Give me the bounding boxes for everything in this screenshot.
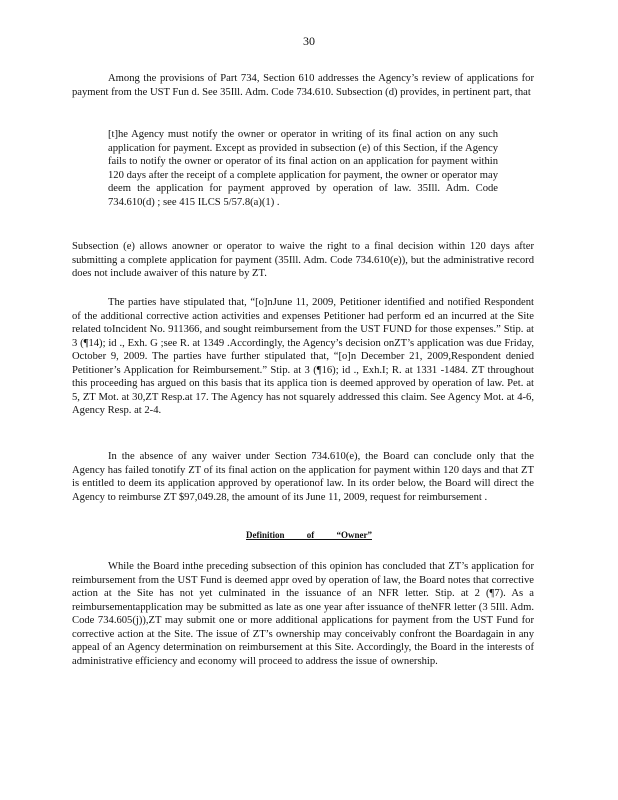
page-number: 30: [303, 34, 315, 48]
block-quote-subsection-d: [t]he Agency must notify the owner or operator in writing of its final action on any such application for payment. Except as provided in subsection (e) of this Section, if the Agency fails to notify the owner or operator of its final action on an application for payment within 120 days after the receipt of a complete application for payment, the owner or operator may deem the application for payment approved by operation of law. 35Ill. Adm. Code 734.610(d) ; see 415 ILCS 5/57.8(a)(1) .: [108, 129, 498, 208]
section-heading-definition-owner: [0, 530, 618, 540]
paragraph-ownership-issue: [72, 560, 534, 668]
paragraph-text: Subsection (e) allows anowner or operator to waive the right to a final decision within 120 days after submitting a complete application for payment (35Ill. Adm. Code 734.610(e)), but the administrative record does not include awaiver of this nature by ZT.: [72, 241, 534, 279]
paragraph-subsection-e: [72, 240, 534, 281]
paragraph-part-734-section-610: [72, 72, 534, 99]
section-heading-text: Definition of “Owner”: [246, 530, 372, 540]
paragraph-text: While the Board inthe preceding subsection of this opinion has concluded that ZT’s application for reimbursement from the UST Fund is deemed appr oved by operation of law, the Board notes that corrective action at the Site has not yet culminated in the issuance of an NFR letter. Stip. at 2 (¶7). As a reimbursementapplication may be submitted as late as one year after issuance of theNFR letter (3 5Ill. Adm. Code 734.605(j)),ZT may submit one or more additional applications for payment from the UST Fund for corrective action at the Site. The issue of ZT’s ownership may conceivably confront the Boardagain in any appeal of an Agency determination on reimbursement at this Site. Accordingly, the Board in the interests of administrative efficiency and economy will proceed to address the issue of ownership.: [72, 561, 534, 667]
paragraph-text: In the absence of any waiver under Section 734.610(e), the Board can conclude only that the Agency has failed tonotify ZT of its final action on the application for payment within 120 days and that ZT is entitled to deem its application approved by operationof law. In its order below, the Board will direct the Agency to reimburse ZT $97,049.28, the amount of its June 11, 2009, request for reimbursement .: [72, 451, 534, 503]
paragraph-text: Among the provisions of Part 734, Section 610 addresses the Agency’s review of applications for payment from the UST Fun d. See 35Ill. Adm. Code 734.610. Subsection (d) provides, in pertinent part, that: [72, 73, 534, 98]
paragraph-board-conclusion: [72, 450, 534, 504]
paragraph-text: The parties have stipulated that, “[o]nJune 11, 2009, Petitioner identified and notified Respondent of the additional corrective action activities and expenses Petitioner had perform ed an incurred at the Site related toIncident No. 911366, and sought reimbursement from the UST FUND for those expenses.” Stip. at 3 (¶14); id ., Exh. G ;see R. at 1349 .Accordingly, the Agency’s decision onZT’s application was due Friday, October 9, 2009. The parties have further stipulated that, “[o]n December 21, 2009,Respondent denied Petitioner’s Application for Reimbursement.” Stip. at 3 (¶16); id ., Exh.I; R. at 1331 -1484. ZT throughout this proceeding has argued on this basis that its applica tion is deemed approved by operation of law. Pet. at 5, ZT Mot. at 30,ZT Resp.at 17. The Agency has not squarely addressed this claim. See Agency Mot. at 4-6, Agency Resp. at 2-4.: [72, 297, 534, 416]
paragraph-stipulations: [72, 296, 534, 418]
